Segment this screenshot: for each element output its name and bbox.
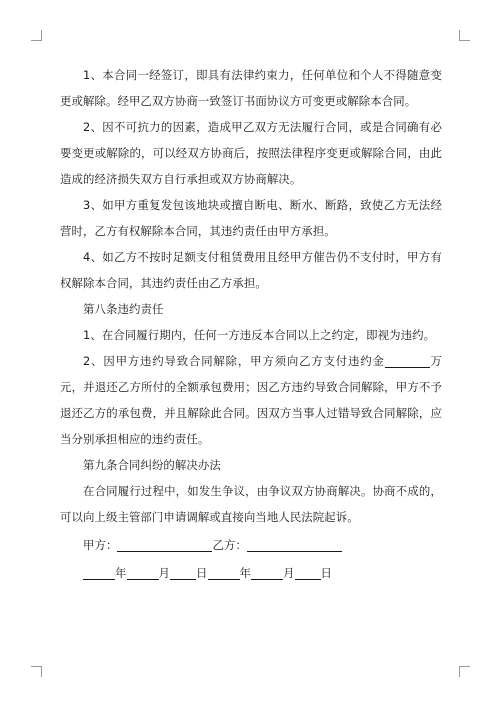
date-a-year-blank: [83, 567, 115, 580]
clause-paragraph-3: 3、如甲方重复发包该地块或擅自断电、断水、断路，致使乙方无法经营时，乙方有权解除本合同，其违约责任由甲方承担。: [60, 198, 442, 238]
section-8-title: 第八条违约责任: [83, 302, 164, 316]
party-a-signature-blank: [117, 539, 212, 552]
section-9-title: 第九条合同纠纷的解决办法: [83, 458, 221, 472]
date-b-month-blank: [251, 567, 283, 580]
date-b-month-label: 月: [283, 566, 295, 580]
crop-mark-bottom-left: [31, 666, 42, 677]
section-8-item-2-end: 万元，并退还乙方所付的全额承包费用；因乙方违约导致合同解除，甲方不予退还乙方的承包费，并且解除此合同。因双方当事人过错导致合同解除，应当分别承担相应的违约责任。: [60, 354, 443, 446]
date-b-day-label: 日: [320, 566, 332, 580]
signature-line: [60, 532, 442, 558]
section-8-item-2: [60, 348, 442, 452]
date-b-year-blank: [208, 567, 240, 580]
clause-paragraph-4: 4、如乙方不按时足额支付租赁费用且经甲方催告仍不支付时，甲方有权解除本合同，其违约责任由乙方承担。: [60, 250, 442, 290]
clause-paragraph-1: 1、本合同一经签订，即具有法律约束力，任何单位和个人不得随意变更或解除。经甲乙双方协商一致签订书面协议方可变更或解除本合同。: [60, 68, 442, 108]
document-body: [60, 62, 442, 586]
crop-mark-top-left: [31, 30, 42, 41]
section-8-item-2-start: 2、因甲方违约导致合同解除，甲方须向乙方支付违约金: [83, 354, 385, 368]
date-a-year-label: 年: [115, 566, 127, 580]
party-b-signature-blank: [247, 539, 342, 552]
date-b-year-label: 年: [239, 566, 251, 580]
section-8-item-1: 1、在合同履行期内，任何一方违反本合同以上之约定，即视为违约。: [83, 328, 436, 342]
crop-mark-bottom-right: [459, 666, 470, 677]
section-9-body: 在合同履行过程中，如发生争议，由争议双方协商解决。协商不成的，可以向上级主管部门申请调解或直接向当地人民法院起诉。: [60, 484, 442, 524]
date-a-day-blank: [170, 567, 196, 580]
clause-paragraph-2: 2、因不可抗力的因素，造成甲乙双方无法履行合同，或是合同确有必要变更或解除的，可以经双方协商后，按照法律程序变更或解除合同，由此造成的经济损失双方自行承担或双方协商解决。: [60, 120, 442, 186]
date-a-month-blank: [127, 567, 159, 580]
date-a-month-label: 月: [158, 566, 170, 580]
penalty-amount-blank: [385, 355, 430, 368]
date-line: [60, 560, 442, 586]
party-b-label: 乙方：: [212, 538, 247, 552]
date-b-day-blank: [295, 567, 321, 580]
date-a-day-label: 日: [196, 566, 208, 580]
crop-mark-top-right: [459, 30, 470, 41]
party-a-label: 甲方：: [83, 538, 118, 552]
